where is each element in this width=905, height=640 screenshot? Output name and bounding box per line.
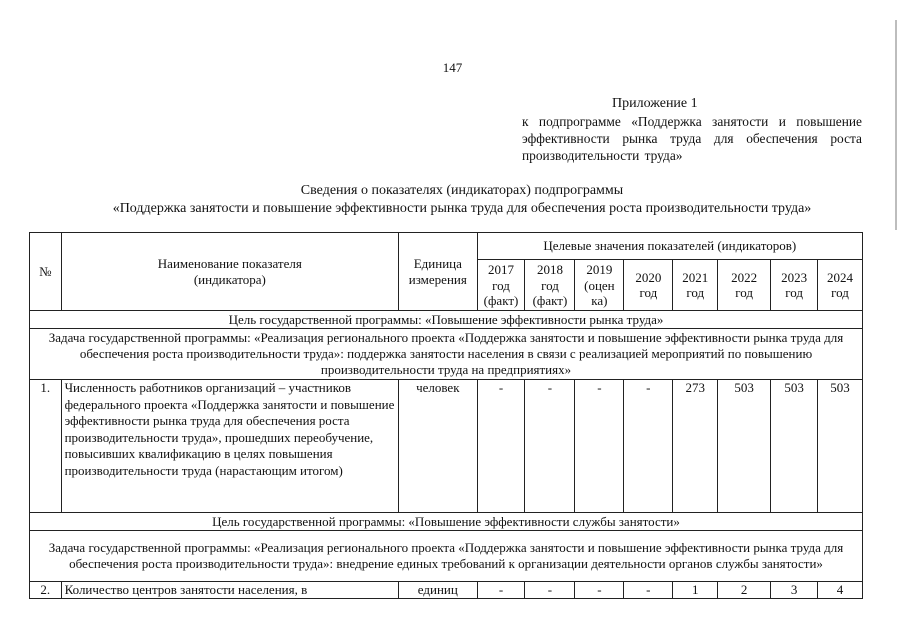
value-2018: -: [525, 380, 575, 513]
scan-edge-line: [895, 20, 897, 230]
header-year: 2017 год (факт): [477, 260, 525, 311]
value-2023: 503: [771, 380, 818, 513]
value-2024: 503: [818, 380, 863, 513]
indicator-unit: человек: [399, 380, 478, 513]
value-2020: -: [624, 380, 673, 513]
header-year: 2019 (оцен ка): [575, 260, 624, 311]
header-year: 2020 год: [624, 260, 673, 311]
appendix-subtitle: к подпрограмме «Поддержка занятости и повышение эффективности рынка труда для обеспечения роста производительности труда»: [522, 114, 862, 163]
row-number: 1.: [30, 380, 62, 513]
task-2: Задача государственной программы: «Реализация регионального проекта «Поддержка занятости и повышение эффективности рынка труда для обеспечения роста производительности труда»: внедрение единых требований к организации деятельности органов службы занятости»: [30, 531, 863, 582]
header-targets: Целевые значения показателей (индикаторов): [477, 233, 862, 260]
value-2024: 4: [818, 582, 863, 599]
table-row: [30, 582, 863, 599]
document-title-line1: Сведения о показателях (индикаторах) подпрограммы: [300, 183, 624, 198]
document-title: [30, 182, 894, 218]
appendix-title: Приложение 1: [612, 96, 698, 111]
indicator-name: Количество центров занятости населения, в: [61, 582, 398, 599]
header-row-top: [30, 233, 863, 260]
header-unit: Единица измерения: [399, 233, 478, 311]
page-number: 147: [442, 60, 463, 75]
value-2019: -: [575, 582, 624, 599]
value-2021: 273: [673, 380, 718, 513]
header-name: Наименование показателя (индикатора): [61, 233, 398, 311]
task-row: [30, 329, 863, 380]
header-year: 2022 год: [718, 260, 771, 311]
value-2017: -: [477, 582, 525, 599]
header-year: 2018 год (факт): [525, 260, 575, 311]
table-row: [30, 380, 863, 513]
value-2023: 3: [771, 582, 818, 599]
header-year: 2023 год: [771, 260, 818, 311]
value-2022: 503: [718, 380, 771, 513]
row-number: 2.: [30, 582, 62, 599]
indicators-table: [29, 232, 863, 599]
goal-2: Цель государственной программы: «Повышение эффективности службы занятости»: [30, 513, 863, 531]
header-number: №: [30, 233, 62, 311]
indicator-unit: единиц: [399, 582, 478, 599]
header-year: 2021 год: [673, 260, 718, 311]
goal-row: [30, 513, 863, 531]
value-2020: -: [624, 582, 673, 599]
task-row: [30, 531, 863, 582]
value-2022: 2: [718, 582, 771, 599]
value-2017: -: [477, 380, 525, 513]
header-year: 2024 год: [818, 260, 863, 311]
goal-1: Цель государственной программы: «Повышение эффективности рынка труда»: [30, 311, 863, 329]
value-2021: 1: [673, 582, 718, 599]
value-2018: -: [525, 582, 575, 599]
document-title-line2: «Поддержка занятости и повышение эффективности рынка труда для обеспечения роста производительности труда»: [112, 201, 812, 216]
value-2019: -: [575, 380, 624, 513]
goal-row: [30, 311, 863, 329]
indicator-name: Численность работников организаций – участников федерального проекта «Поддержка занятости и повышение эффективности рынка труда для обеспечения роста производительности труда», прошедших переобучение, повысивших квалификацию в целях повышения производительности труда (нарастающим итогом): [61, 380, 398, 513]
task-1: Задача государственной программы: «Реализация регионального проекта «Поддержка занятости и повышение эффективности рынка труда для обеспечения роста производительности труда»: поддержка занятости населения в связи с реализацией мероприятий по повышению производительности труда на предприятиях»: [30, 329, 863, 380]
